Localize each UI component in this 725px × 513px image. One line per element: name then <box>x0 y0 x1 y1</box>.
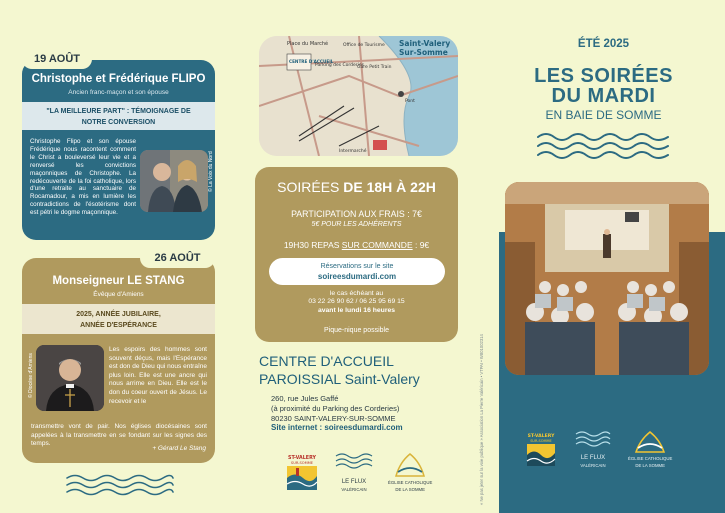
speaker-photo <box>140 150 208 212</box>
logo-text: LE FLUX <box>580 455 606 461</box>
signature: + Gérard Le Stang <box>152 445 206 452</box>
speaker-photo <box>36 345 104 411</box>
map-label-office: Office de Tourisme <box>343 43 385 48</box>
speaker-description: Les espoirs des hommes sont souvent déçus, mais l'Espérance est don de Dieu qui nous entraîne plus loin. Elle est une ancre qui nous arrime en Dieu. Elle est le don du coeur ouvert de Jésus. Le recevoir et le <box>109 346 207 405</box>
phone-numbers: 03 22 26 90 62 / 06 25 95 69 15 <box>308 298 405 306</box>
logo-text: VALÉRICAIN <box>341 487 367 492</box>
eglise-catholique-logo <box>628 430 672 468</box>
photo-credit: © La Voix du Nord <box>208 151 214 192</box>
speaker-card-flipo <box>22 60 215 240</box>
phone-intro: le cas échéant au <box>329 290 384 297</box>
conference-hall-photo <box>505 182 709 375</box>
flux-valericain-logo <box>334 452 374 492</box>
dinner-price: : 9€ <box>412 240 430 250</box>
main-title-line2: DU MARDI <box>551 85 656 107</box>
reservation-label: Réservations sur le site <box>320 263 394 270</box>
hours-prefix: SOIRÉES <box>277 179 344 195</box>
speaker-card-le-stang <box>22 258 215 463</box>
logo-text: ST-VALERY <box>527 434 555 439</box>
venue-name-line2: PAROISSIAL Saint-Valery <box>259 371 420 387</box>
address-street: 260, rue Jules Gaffé <box>271 394 339 403</box>
address-city: 80230 SAINT-VALERY-SUR-SOMME <box>271 413 396 423</box>
main-title <box>500 66 707 106</box>
map-label-intermarche: Intermarché <box>339 149 367 154</box>
venue-address <box>271 394 403 433</box>
picnic-note: Pique-nique possible <box>324 327 389 334</box>
talk-title-line2: NOTRE CONVERSION <box>81 119 156 126</box>
speaker-description: Christophe Flipo et son épouse Frédérique nous racontent comment le Christ a bouleversé leur vie et a renversé les convictions maçonniques de Christophe. La redécouverte de la foi catholique, lors d'une retraite au sanctuaire de Rocamadour, a mis en lumière les contradictions de l'ésotérisme dont est pétri le dogme maçonnique. <box>30 138 136 217</box>
reservation-site-link[interactable]: soireesdumardi.com <box>317 272 397 281</box>
dinner-info <box>255 240 458 250</box>
logo-text: VALÉRICAIN <box>580 463 606 468</box>
location-map <box>259 36 458 156</box>
dinner-prefix: 19H30 REPAS <box>283 240 342 250</box>
photo-credit: © Diocèse d'Amiens <box>28 353 34 398</box>
logo-text: SUR-SOMME <box>290 461 314 465</box>
map-label-town-1: Saint-Valery <box>399 39 451 48</box>
logo-text: SUR-SOMME <box>530 439 552 443</box>
speaker-name: Christophe et Frédérique FLIPO <box>31 73 206 85</box>
venue-name-line1: CENTRE D'ACCUEIL <box>259 353 394 369</box>
partner-logos-right <box>524 430 686 468</box>
main-subtitle: EN BAIE DE SOMME <box>545 108 662 122</box>
talk-title <box>22 102 215 130</box>
reservation-box[interactable] <box>269 258 445 285</box>
phone-info <box>255 290 458 315</box>
hours <box>255 179 458 195</box>
map-label-centre: CENTRE D'ACCUEIL <box>289 59 334 64</box>
talk-title <box>22 304 215 334</box>
map-label-town-2: Sur-Somme <box>399 48 448 57</box>
speaker-subtitle: Ancien franc-maçon et son épouse <box>68 89 169 96</box>
participation-fee: PARTICIPATION AUX FRAIS : 7€ <box>291 209 422 219</box>
speaker-name: Monseigneur LE STANG <box>52 275 185 287</box>
practical-info-panel <box>255 167 458 342</box>
legal-notice: « Ne pas jeter sur la voie publique » Association La Pierre Valéricain • VTPAI • W801002314 <box>479 334 484 505</box>
stvalery-logo <box>524 432 558 468</box>
address-near: (à proximité du Parking des Corderies) <box>271 403 400 413</box>
main-title-line1: LES SOIRÉES <box>534 65 673 87</box>
season-date: ÉTÉ 2025 <box>577 38 630 50</box>
venue-name <box>259 352 420 388</box>
logo-text: DE LA SOMME <box>395 487 425 492</box>
dinner-order: SUR COMMANDE <box>341 240 413 250</box>
eglise-catholique-logo <box>388 452 432 492</box>
hours-time: DE 18H À 22H <box>343 179 436 195</box>
map-label-pont: Pont <box>405 99 415 104</box>
talk-title-line1: "LA MEILLEURE PART" : TÉMOIGNAGE DE <box>46 108 191 115</box>
partner-logos-middle <box>284 452 446 492</box>
waves-icon <box>65 472 175 498</box>
member-fee: 5€ POUR LES ADHÉRENTS <box>311 221 402 228</box>
map-label-parking: Parking des Corderies <box>315 63 365 68</box>
stvalery-logo <box>284 454 320 492</box>
logo-text: LE FLUX <box>341 479 367 485</box>
talk-title-line2: ANNÉE D'ESPÉRANCE <box>80 322 157 329</box>
logo-text: DE LA SOMME <box>635 463 665 468</box>
logo-text: ST-VALERY <box>287 456 317 461</box>
logo-text: ÉGLISE CATHOLIQUE <box>388 480 433 485</box>
logo-text: ÉGLISE CATHOLIQUE <box>628 456 673 461</box>
reservation-deadline: avant le lundi 16 heures <box>317 306 396 314</box>
map-label-place-marche: Place du Marché <box>287 41 329 47</box>
speaker-subtitle: Évêque d'Amiens <box>93 291 144 298</box>
talk-title-line1: 2025, ANNÉE JUBILAIRE, <box>76 311 161 318</box>
date-tab-26-aout: 26 AOÛT <box>140 248 215 268</box>
map-label-gare: Gare Petit Train <box>357 65 392 70</box>
date-tab-19-aout: 19 AOÛT <box>22 49 92 69</box>
speaker-description-cont: transmettre vont de pair. Nos églises diocésaines sont appelées à la transmettre en se fondant sur les signes des temps. <box>31 423 207 448</box>
website-link[interactable]: Site internet : soireesdumardi.com <box>271 423 403 433</box>
flux-valericain-logo <box>574 430 612 468</box>
waves-icon <box>536 130 671 162</box>
